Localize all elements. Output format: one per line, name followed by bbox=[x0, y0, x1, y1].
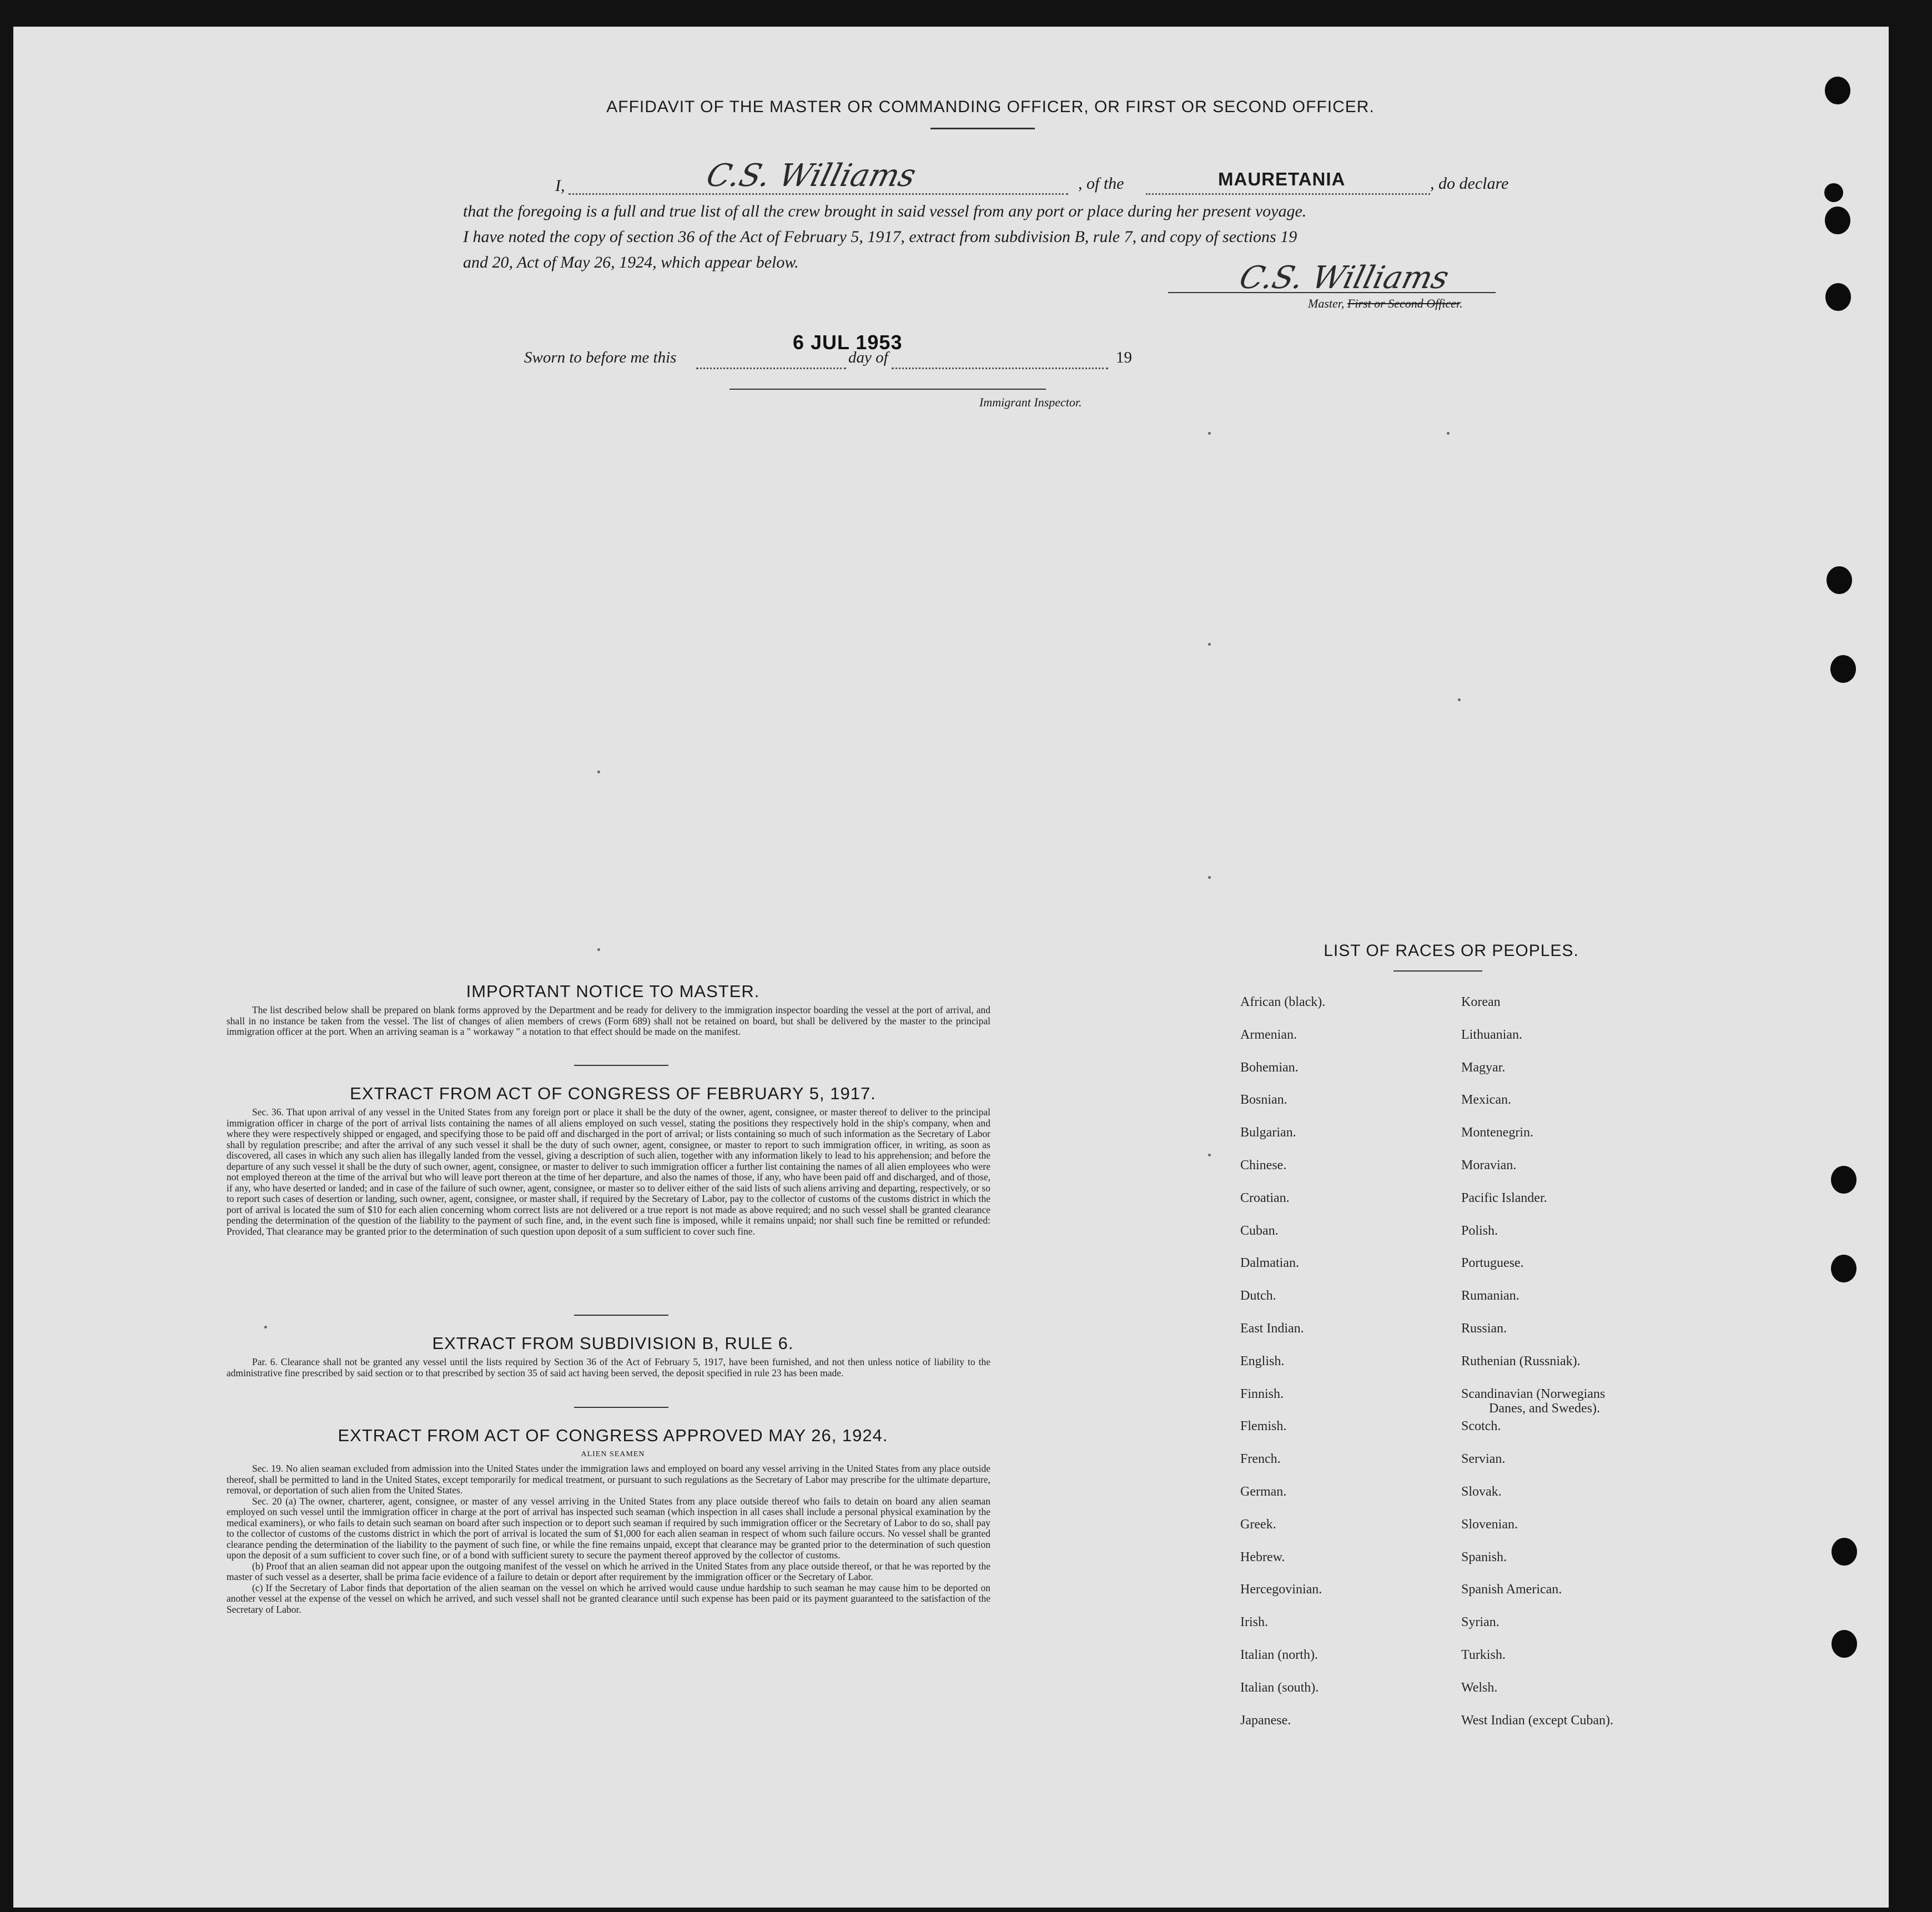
race-right-item: West Indian (except Cuban). bbox=[1461, 1713, 1613, 1728]
sworn-day-line bbox=[696, 368, 846, 369]
punch-hole-8 bbox=[1831, 1255, 1856, 1282]
scan-speck bbox=[1208, 643, 1211, 646]
notice-text bbox=[227, 1005, 990, 1038]
extract-1924-text bbox=[227, 1463, 990, 1615]
scan-speck bbox=[1458, 698, 1461, 701]
race-left-item: East Indian. bbox=[1240, 1321, 1304, 1336]
race-left-item: Bosnian. bbox=[1240, 1093, 1287, 1108]
race-right-item: Turkish. bbox=[1461, 1648, 1506, 1662]
extract-1917-text bbox=[227, 1107, 990, 1237]
master-label-end: . bbox=[1460, 296, 1463, 310]
race-right-item: Danes, and Swedes). bbox=[1489, 1401, 1600, 1416]
officer-signature: C.S. Williams bbox=[702, 158, 920, 194]
race-right-item: Welsh. bbox=[1461, 1680, 1498, 1695]
punch-hole-2 bbox=[1824, 183, 1843, 202]
extract-1917-paragraph: Sec. 36. That upon arrival of any vessel in the United States from any foreign port or place it shall be the duty of the owner, agent, consignee, or master thereof to deliver to the principal immigration officer in charge of the port of arrival lists containing the names of all aliens employed on such vessel, stating the positions they respectively hold in the ship's company, when and where they were respectively shipped or engaged, and specifying those to be paid off and discharged in the port of arrival; or lists containing so much of such information as the Secretary of Labor shall by regulation prescribe; and after the arrival of any such vessel it shall be the duty of such owner, agent, consignee, or master to report to such immigration officer, in writing, as soon as discovered, all cases in which any such alien has illegally landed from the vessel, giving a description of such alien, together with any information likely to lead to his apprehension; and before the departure of any such vessel it shall be the duty of such owner, agent, consignee, or master to deliver to such immigration officer a further list containing the names of all alien employees who were not employed thereon at the time of the arrival but who will leave port thereon at the time of her departure, and also the names of those, if any, who have been paid off and discharged, and of those, if any, who have deserted or landed; and in case of the failure of such owner, agent, consignee, or master so to deliver either of the said lists of such aliens arriving and departing, respectively, or so to report such cases of desertion or landing, such owner, agent, consignee, or master shall, if required by the Secretary of Labor, pay to the collector of customs of the customs district in which the port of arrival is located the sum of $10 for each alien concerning whom correct lists are not delivered or a true report is not made as above required; and no such vessel shall be granted clearance pending the determination of the question of the liability to the payment of such fine, and, in the event such fine is imposed, while it remains unpaid; nor shall such fine be remitted or refunded: Provided, That clearance may be granted prior to the determination of such question upon deposit of a sum sufficient to cover such fine. bbox=[227, 1106, 990, 1237]
master-signature: C.S. Williams bbox=[1235, 260, 1453, 296]
title-rule bbox=[930, 128, 1035, 129]
year-prefix: 19 bbox=[1116, 349, 1132, 366]
scan-speck bbox=[1208, 432, 1211, 435]
race-left-item: Dalmatian. bbox=[1240, 1256, 1299, 1271]
race-left-item: Bulgarian. bbox=[1240, 1125, 1296, 1140]
races-rule bbox=[1393, 970, 1482, 972]
notice-heading: IMPORTANT NOTICE TO MASTER. bbox=[466, 982, 760, 1001]
master-label-row bbox=[1308, 296, 1463, 311]
punch-hole-4 bbox=[1825, 283, 1851, 311]
affidavit-line-2: that the foregoing is a full and true list of all the crew brought in said vessel from any port or place during her present voyage. bbox=[463, 202, 1307, 220]
race-right-item: Magyar. bbox=[1461, 1060, 1506, 1075]
race-right-item: Servian. bbox=[1461, 1452, 1506, 1467]
race-right-item: Slovenian. bbox=[1461, 1517, 1518, 1532]
punch-hole-7 bbox=[1831, 1166, 1856, 1194]
race-right-item: Spanish American. bbox=[1461, 1582, 1562, 1597]
race-right-item: Rumanian. bbox=[1461, 1289, 1520, 1304]
scan-speck bbox=[1447, 432, 1450, 435]
do-declare-label: , do declare bbox=[1430, 174, 1509, 193]
race-left-item: French. bbox=[1240, 1452, 1281, 1467]
extract-1924-heading: EXTRACT FROM ACT OF CONGRESS APPROVED MAY 26, 1924. bbox=[338, 1426, 888, 1445]
date-stamp: 6 JUL 1953 bbox=[793, 331, 903, 354]
race-left-item: Armenian. bbox=[1240, 1027, 1297, 1042]
scan-speck bbox=[597, 771, 600, 773]
races-heading: LIST OF RACES OR PEOPLES. bbox=[1324, 942, 1579, 960]
punch-hole-10 bbox=[1832, 1630, 1857, 1658]
race-left-item: African (black). bbox=[1240, 995, 1326, 1009]
sec-19-paragraph: Sec. 19. No alien seaman excluded from admission into the United States under the immigration laws and employed on board any vessel arriving in the United States from any place outside thereof, shall be permitted to land in the United States, except temporarily for medical treatment, or pursuant to such regulations as the Secretary of Labor may prescribe for the ultimate departure, removal, or deportation of such alien from the United States. bbox=[227, 1463, 990, 1496]
sec-20a-paragraph: Sec. 20 (a) The owner, charterer, agent, consignee, or master of any vessel arriving in the United States from any place outside thereof who fails to detain on board any alien seaman employed on such vessel until the immigration officer in charge at the port of arrival has inspected such seaman (which inspection in all cases shall include a personal physical examination by the medical examiners), or who fails to detain such seaman on board after such inspection or to deport such seaman if required by such immigration officer or the Secretary of Labor to do so, shall pay to the collector of customs of the customs district in which the port of arrival is located the sum of $1,000 for each alien seaman in respect of whom such failure occurs. No vessel shall be granted clearance pending the determination of the liability to the payment of such fine, or while the fine remains unpaid, except that clearance may be granted prior to the determination of such question upon the deposit of a sum sufficient to cover such fine, or of a bond with sufficient surety to secure the payment thereof approved by the collector of customs. bbox=[227, 1495, 990, 1561]
extract-rule6-paragraph: Par. 6. Clearance shall not be granted any vessel until the lists required by Section 36 of the Act of February 5, 1917, have been furnished, and not then unless notice of liability to the administrative fine prescribed by said section or to that prescribed by section 35 of said act having been served, the deposit specified in rule 23 has been made. bbox=[227, 1356, 990, 1378]
declaration-start: I, bbox=[555, 177, 565, 195]
extract-1917-heading: EXTRACT FROM ACT OF CONGRESS OF FEBRUARY 5, 1917. bbox=[350, 1084, 876, 1103]
affidavit-title: AFFIDAVIT OF THE MASTER OR COMMANDING OFFICER, OR FIRST OR SECOND OFFICER. bbox=[606, 98, 1375, 116]
race-right-item: Scotch. bbox=[1461, 1419, 1501, 1434]
race-left-item: Japanese. bbox=[1240, 1713, 1291, 1728]
extract-rule6-rule bbox=[574, 1407, 668, 1408]
race-left-item: Irish. bbox=[1240, 1615, 1268, 1630]
race-right-item: Mexican. bbox=[1461, 1093, 1511, 1108]
affidavit-line-3: I have noted the copy of section 36 of the Act of February 5, 1917, extract from subdivision B, rule 7, and copy of sections 19 bbox=[463, 228, 1297, 246]
punch-hole-9 bbox=[1832, 1538, 1857, 1566]
vessel-name-line bbox=[1146, 193, 1430, 195]
race-right-item: Korean bbox=[1461, 995, 1501, 1009]
master-label-struck: First or Second Officer bbox=[1347, 296, 1460, 310]
extract-1924-subheading: ALIEN SEAMEN bbox=[581, 1450, 645, 1458]
race-left-item: English. bbox=[1240, 1354, 1285, 1368]
inspector-label: Immigrant Inspector. bbox=[979, 395, 1082, 409]
sworn-month-line bbox=[892, 368, 1108, 369]
race-right-item: Pacific Islander. bbox=[1461, 1190, 1547, 1205]
master-label: Master, bbox=[1308, 296, 1345, 310]
race-left-item: Cuban. bbox=[1240, 1223, 1279, 1238]
race-left-item: Greek. bbox=[1240, 1517, 1276, 1532]
race-left-item: Flemish. bbox=[1240, 1419, 1287, 1434]
scan-speck bbox=[264, 1326, 267, 1329]
race-left-item: Finnish. bbox=[1240, 1386, 1284, 1401]
race-right-item: Lithuanian. bbox=[1461, 1027, 1522, 1042]
scan-speck bbox=[597, 948, 600, 951]
scan-speck bbox=[1208, 1154, 1211, 1156]
notice-rule bbox=[574, 1065, 668, 1066]
extract-rule6-text bbox=[227, 1357, 990, 1378]
punch-hole-1 bbox=[1825, 77, 1850, 104]
race-right-item: Ruthenian (Russniak). bbox=[1461, 1354, 1581, 1368]
affidavit-line-4: and 20, Act of May 26, 1924, which appear below. bbox=[463, 253, 799, 271]
sec-20b-paragraph: (b) Proof that an alien seaman did not appear upon the outgoing manifest of the vessel on which he arrived in the United States from any place outside thereof, or that he was reported by the master of such vessel as a deserter, shall be prima facie evidence of a failure to detain or deport after requirement by the immigration officer or the Secretary of Labor. bbox=[227, 1560, 990, 1582]
race-left-item: Italian (north). bbox=[1240, 1648, 1318, 1662]
race-right-item: Russian. bbox=[1461, 1321, 1507, 1336]
punch-hole-3 bbox=[1825, 207, 1850, 234]
race-right-item: Portuguese. bbox=[1461, 1256, 1524, 1271]
race-right-item: Syrian. bbox=[1461, 1615, 1500, 1630]
race-right-item: Spanish. bbox=[1461, 1549, 1507, 1564]
race-left-item: German. bbox=[1240, 1485, 1287, 1499]
extract-rule6-heading: EXTRACT FROM SUBDIVISION B, RULE 6. bbox=[432, 1334, 794, 1353]
race-left-item: Bohemian. bbox=[1240, 1060, 1299, 1075]
document-page bbox=[13, 27, 1889, 1908]
inspector-signature-line bbox=[729, 389, 1046, 390]
sec-20c-paragraph: (c) If the Secretary of Labor finds that deportation of the alien seaman on the vessel on which he arrived would cause undue hardship to such seaman he may cause him to be deported on another vessel at the expense of the vessel on which he arrived, and such vessel shall not be granted clearance until such expense has been paid or its payment guaranteed to the satisfaction of the Secretary of Labor. bbox=[227, 1582, 990, 1615]
extract-1917-rule bbox=[574, 1315, 668, 1316]
race-right-item: Scandinavian (Norwegians bbox=[1461, 1386, 1606, 1401]
notice-paragraph: The list described below shall be prepared on blank forms approved by the Department and be ready for delivery to the immigration inspector boarding the vessel at the port of arrival, and shall in no instance be taken from the vessel. The list of changes of alien members of crews (Form 689) shall not be retained on board, but shall be delivered by the master to the principal immigration officer at the port. When an arriving seaman is a " workaway " a notation to that effect should be made on the manifest. bbox=[227, 1004, 990, 1037]
race-left-item: Croatian. bbox=[1240, 1190, 1290, 1205]
of-the-label: , of the bbox=[1078, 174, 1124, 193]
scan-speck bbox=[1208, 876, 1211, 879]
race-left-item: Chinese. bbox=[1240, 1158, 1287, 1173]
punch-hole-6 bbox=[1830, 655, 1856, 683]
race-left-item: Hercegovinian. bbox=[1240, 1582, 1322, 1597]
race-left-item: Dutch. bbox=[1240, 1289, 1276, 1304]
race-right-item: Slovak. bbox=[1461, 1485, 1502, 1499]
race-right-item: Montenegrin. bbox=[1461, 1125, 1533, 1140]
race-left-item: Italian (south). bbox=[1240, 1680, 1319, 1695]
race-right-item: Moravian. bbox=[1461, 1158, 1517, 1173]
race-left-item: Hebrew. bbox=[1240, 1549, 1285, 1564]
punch-hole-5 bbox=[1827, 566, 1852, 594]
day-of-label: day of bbox=[848, 349, 888, 366]
vessel-name: MAURETANIA bbox=[1218, 169, 1346, 189]
race-right-item: Polish. bbox=[1461, 1223, 1498, 1238]
sworn-label: Sworn to before me this bbox=[524, 349, 677, 366]
